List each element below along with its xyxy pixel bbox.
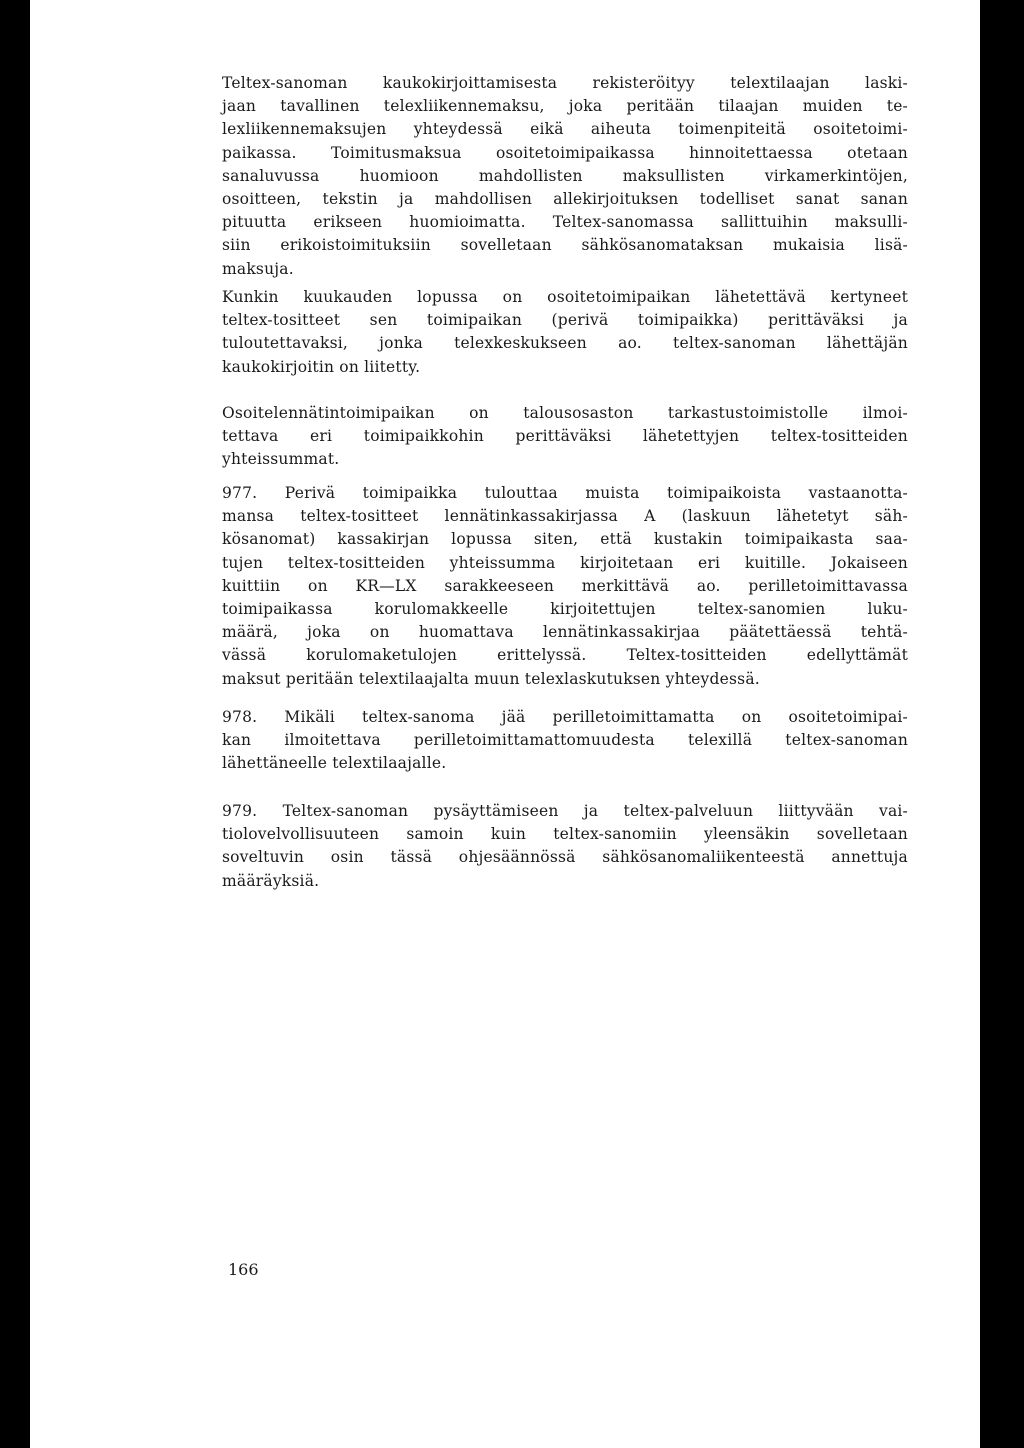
text-line: paikassa. Toimitusmaksua osoitetoimipaikassa hinnoitettaessa otetaan bbox=[222, 143, 908, 162]
text-line: määräyksiä. bbox=[222, 871, 320, 890]
text-line: Kunkin kuukauden lopussa on osoitetoimipaikan lähetettävä kertyneet bbox=[222, 288, 908, 306]
paragraph-teltex-billing bbox=[222, 72, 908, 281]
text-line: kuittiin on KR—LX sarakkeeseen merkittävä ao. perilletoimittavassa bbox=[222, 576, 908, 595]
text-line: maksuja. bbox=[222, 259, 294, 278]
paragraph-reporting bbox=[222, 402, 908, 472]
text-line: kösanomat) kassakirjan lopussa siten, että kustakin toimipaikasta saa- bbox=[222, 530, 908, 549]
text-line: lähettäneelle telextilaajalle. bbox=[222, 754, 447, 773]
text-line: toimipaikassa korulomakkeelle kirjoitettujen teltex-sanomien luku- bbox=[222, 600, 908, 619]
right-margin-bar-middle bbox=[988, 490, 1000, 786]
text-line: tuloutettavaksi, jonka telexkeskukseen ao. teltex-sanoman lähettäjän bbox=[222, 334, 908, 353]
text-line: 978. Mikäli teltex-sanoma jää perilletoimittamatta on osoitetoimipai- bbox=[222, 708, 908, 726]
text-line: siin erikoistoimituksiin sovelletaan sähkösanomataksan mukaisia lisä- bbox=[222, 236, 908, 255]
text-line: jaan tavallinen telexliikennemaksu, joka peritään tilaajan muiden te- bbox=[222, 97, 908, 116]
text-line: tettava eri toimipaikkohin perittäväksi lähetettyjen teltex-tositteiden bbox=[222, 427, 908, 446]
text-line: Osoitelennätintoimipaikan on talousosaston tarkastustoimistolle ilmoi- bbox=[222, 404, 908, 422]
paragraph-977 bbox=[222, 482, 908, 691]
text-line: määrä, joka on huomattava lennätinkassakirjaa päätettäessä tehtä- bbox=[222, 623, 908, 642]
left-scan-edge bbox=[18, 10, 28, 1448]
text-line: kan ilmoitettava perilletoimittamattomuudesta telexillä teltex-sanoman bbox=[222, 731, 908, 750]
right-margin-bar-bottom bbox=[988, 1040, 1000, 1448]
text-line: kaukokirjoitin on liitetty. bbox=[222, 357, 421, 376]
text-line: 979. Teltex-sanoman pysäyttämiseen ja teltex-palveluun liittyvään vai- bbox=[222, 802, 908, 820]
text-line: tiolovelvollisuuteen samoin kuin teltex-sanomiin yleensäkin sovelletaan bbox=[222, 825, 908, 844]
text-line: maksut peritään telextilaajalta muun telexlaskutuksen yhteydessä. bbox=[222, 669, 760, 688]
text-line: 977. Perivä toimipaikka tulouttaa muista toimipaikoista vastaanotta- bbox=[222, 484, 908, 502]
text-line: yhteissummat. bbox=[222, 450, 340, 469]
text-line: lexliikennemaksujen yhteydessä eikä aiheuta toimenpiteitä osoitetoimi- bbox=[222, 120, 908, 139]
text-line: Teltex-sanoman kaukokirjoittamisesta rekisteröityy telextilaajan laski- bbox=[222, 74, 908, 92]
text-line: tujen teltex-tositteiden yhteissumma kirjoitetaan eri kuitille. Jokaiseen bbox=[222, 553, 908, 572]
page-number: 166 bbox=[228, 1260, 259, 1279]
text-line: teltex-tositteet sen toimipaikan (perivä toimipaikka) perittäväksi ja bbox=[222, 311, 908, 330]
text-line: sanaluvussa huomioon mahdollisten maksullisten virkamerkintöjen, bbox=[222, 166, 908, 185]
text-line: mansa teltex-tositteet lennätinkassakirjassa A (laskuun lähetetyt säh- bbox=[222, 507, 908, 526]
right-margin-bar-top bbox=[988, 14, 1000, 316]
paragraph-978 bbox=[222, 706, 908, 776]
paragraph-month-end bbox=[222, 286, 908, 379]
text-line: pituutta erikseen huomioimatta. Teltex-sanomassa sallittuihin maksulli- bbox=[222, 213, 908, 232]
text-line: vässä korulomaketulojen erittelyssä. Teltex-tositteiden edellyttämät bbox=[222, 646, 908, 665]
text-line: soveltuvin osin tässä ohjesäännössä sähkösanomaliikenteestä annettuja bbox=[222, 848, 908, 867]
paragraph-979 bbox=[222, 800, 908, 893]
text-line: osoitteen, tekstin ja mahdollisen allekirjoituksen todelliset sanat sanan bbox=[222, 190, 908, 209]
